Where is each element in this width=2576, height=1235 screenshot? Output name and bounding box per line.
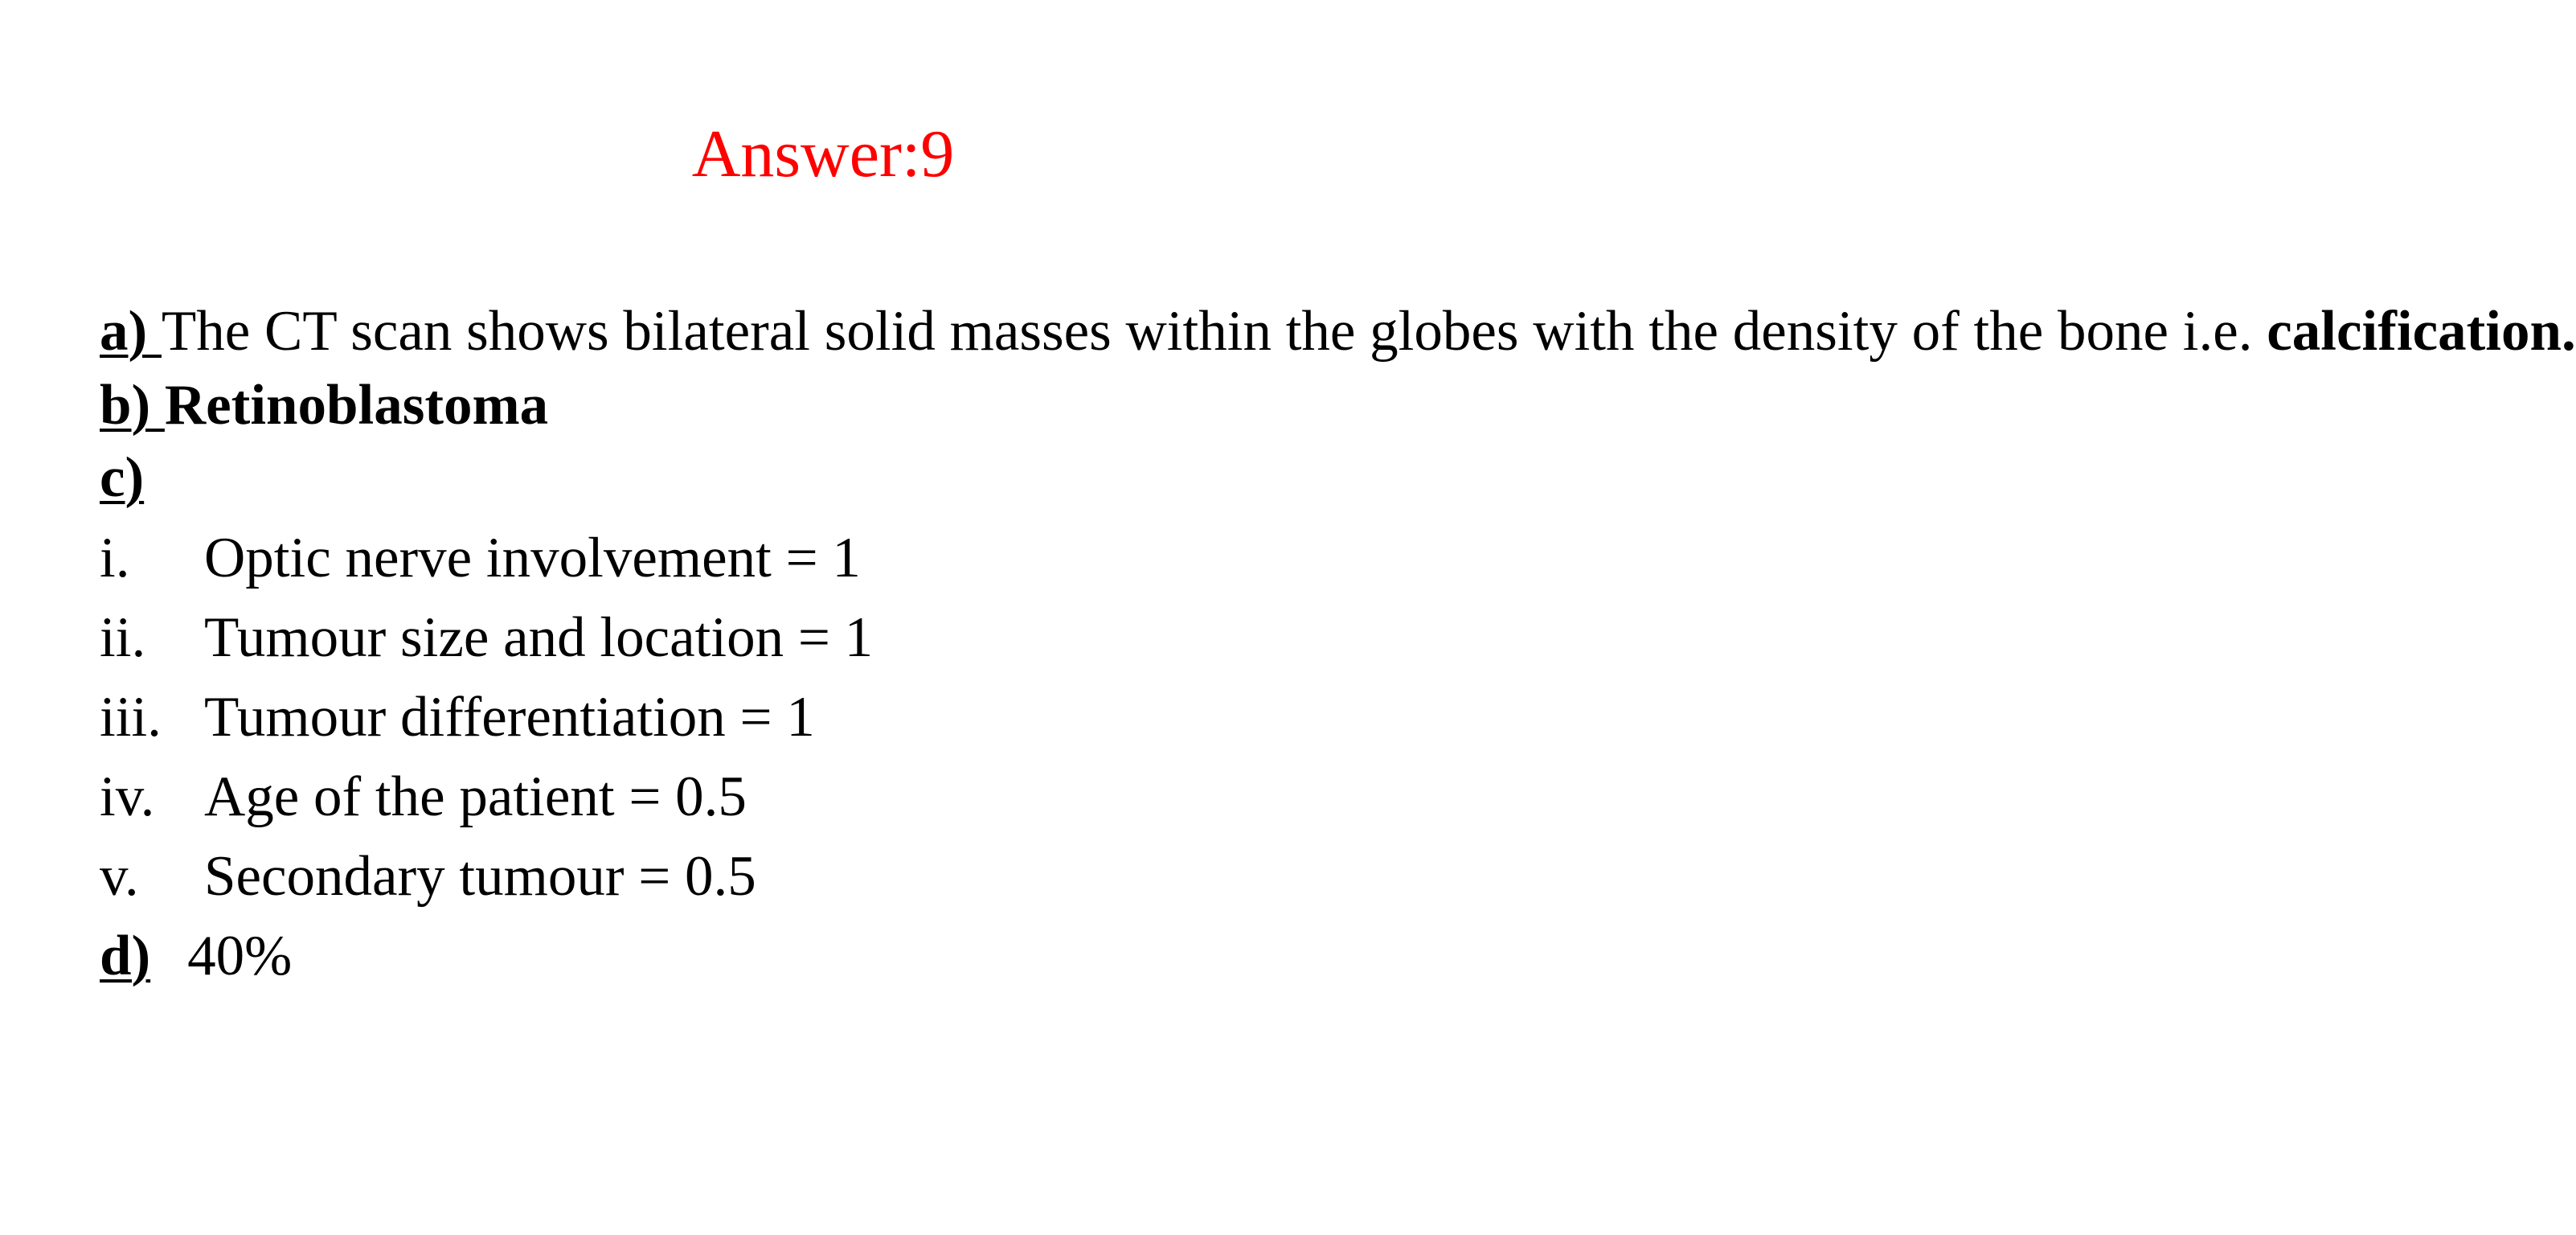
list-item-text: Tumour size and location = 1 xyxy=(204,605,874,669)
list-item-text: Tumour differentiation = 1 xyxy=(204,685,815,749)
list-item xyxy=(100,677,1595,757)
answer-a-marker: a) xyxy=(100,300,162,363)
list-item xyxy=(100,518,1595,597)
list-item-numeral: i. xyxy=(100,526,130,589)
list-item-text: Secondary tumour = 0.5 xyxy=(204,844,756,908)
list-item xyxy=(100,836,1595,916)
answer-d-marker: d) xyxy=(100,924,151,987)
answer-d-text: 40% xyxy=(187,924,293,987)
answer-a-text: The CT scan shows bilateral solid masses within the globes with the density of the bone i.e. xyxy=(161,300,2267,363)
answer-c-marker: c) xyxy=(100,446,145,509)
list-item-numeral: iii. xyxy=(100,685,162,749)
answer-d xyxy=(100,916,1595,995)
answer-b-text: Retinoblastoma xyxy=(164,374,549,437)
answer-b-marker: b) xyxy=(100,374,165,437)
answer-c-list xyxy=(100,518,1595,916)
slide-title: Answer:9 xyxy=(691,117,955,191)
answer-a-emphasis: calcification. xyxy=(2267,300,2576,363)
list-item-numeral: v. xyxy=(100,844,139,908)
answer-c xyxy=(100,444,1595,511)
list-item-numeral: ii. xyxy=(100,605,146,669)
list-item-text: Optic nerve involvement = 1 xyxy=(204,526,861,589)
list-item xyxy=(100,757,1595,836)
answer-body xyxy=(100,297,2576,995)
answer-b xyxy=(100,371,1595,439)
list-item-numeral: iv. xyxy=(100,765,155,828)
answer-a xyxy=(100,297,2576,365)
list-item-text: Age of the patient = 0.5 xyxy=(204,765,747,828)
list-item xyxy=(100,597,1595,677)
